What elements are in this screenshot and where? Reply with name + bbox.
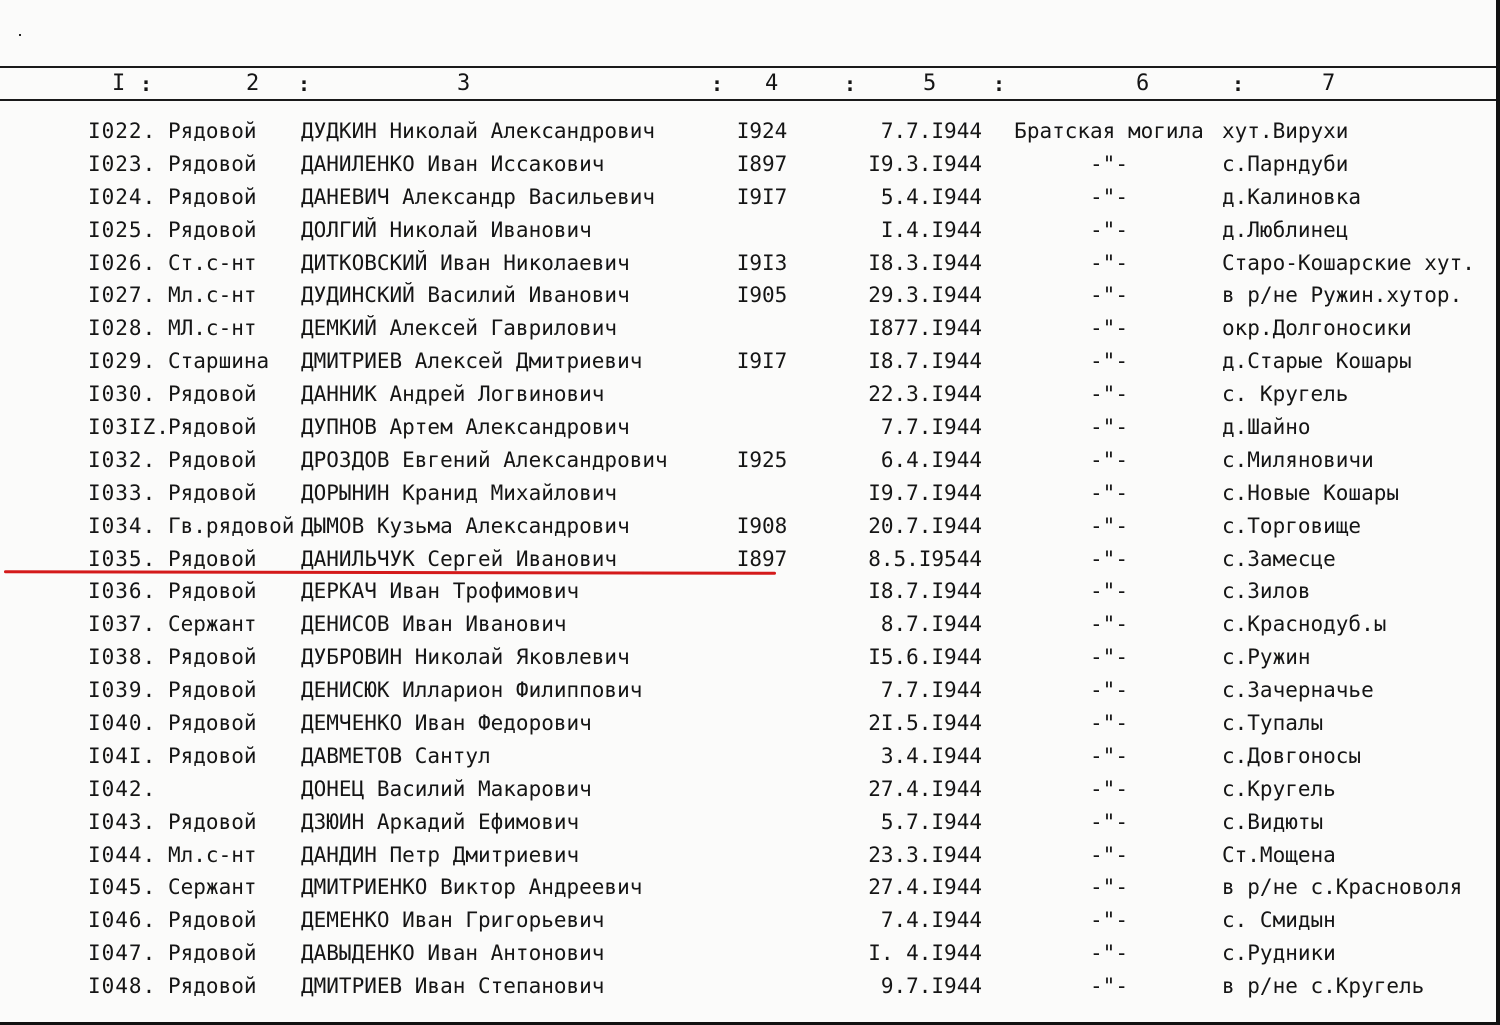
record-death-date: 7.7.I944 [880, 119, 982, 143]
record-birth-year: I9I7 [736, 349, 788, 374]
record-number: I033. [88, 480, 157, 505]
table-row [0, 675, 1500, 708]
record-number: I022. [88, 119, 157, 143]
record-number: I025. [88, 217, 157, 242]
record-place: Ст.Мощена [1222, 842, 1336, 867]
col-header-2: 2 [246, 71, 260, 96]
record-death-date: I9.3.I944 [868, 151, 982, 176]
record-number: I026. [88, 250, 157, 275]
table-row [0, 248, 1500, 281]
record-place: с.Довгоносы [1222, 743, 1362, 768]
table-row [0, 511, 1500, 544]
record-number: I043. [88, 809, 157, 834]
record-number: I039. [88, 678, 157, 703]
col-header-1: I [112, 71, 126, 96]
table-row [0, 116, 1500, 149]
table-row [0, 840, 1500, 873]
record-place: с.Кругель [1222, 776, 1336, 801]
record-number: I023. [88, 151, 157, 176]
col-header-3: 3 [457, 71, 471, 96]
table-row [0, 478, 1500, 511]
record-death-date: 20.7.I944 [868, 513, 982, 538]
record-name: ДЗЮИН Аркадий Ефимович [301, 809, 580, 834]
record-name: ДАВЫДЕНКО Иван Антонович [301, 941, 605, 966]
record-number: I048. [88, 974, 157, 999]
record-number: I028. [88, 316, 157, 341]
record-death-date: I8.3.I944 [868, 250, 982, 275]
record-name: ДИТКОВСКИЙ Иван Николаевич [301, 250, 630, 275]
record-burial: -"- [1090, 151, 1128, 176]
record-name: ДЕМКИЙ Алексей Гаврилович [301, 316, 618, 341]
record-rank: Мл.с-нт [168, 842, 257, 867]
record-name: ДОЛГИЙ Николай Иванович [301, 217, 592, 242]
record-number: I034. [88, 513, 157, 538]
record-rank: Рядовой [168, 415, 257, 440]
table-row [0, 346, 1500, 379]
record-death-date: 9.7.I944 [880, 974, 982, 999]
table-row [0, 741, 1500, 774]
record-burial: -"- [1090, 612, 1128, 637]
record-rank: Рядовой [168, 151, 257, 176]
table-row [0, 905, 1500, 938]
record-place: с.Новые Кошары [1222, 480, 1400, 505]
record-place: в р/не Ружин.хутор. [1222, 283, 1463, 308]
record-name: ДРОЗДОВ Евгений Александрович [301, 447, 668, 472]
record-birth-year: I9I3 [736, 250, 788, 275]
record-place: с.Зилов [1222, 579, 1311, 604]
record-name: ДОРЫНИН Кранид Михайлович [301, 480, 618, 505]
col-separator: : [140, 72, 153, 96]
table-row [0, 215, 1500, 248]
record-number: I04I. [88, 743, 157, 768]
record-death-date: 2I.5.I944 [868, 711, 982, 736]
record-place: с.Миляновичи [1222, 447, 1374, 472]
record-number: I03IZ. [88, 415, 170, 440]
record-death-date: 7.7.I944 [880, 678, 982, 703]
record-place: д.Шайно [1222, 415, 1311, 440]
record-place: с.Замесце [1222, 546, 1336, 571]
record-death-date: 23.3.I944 [868, 842, 982, 867]
record-burial: -"- [1090, 579, 1128, 604]
record-rank: Рядовой [168, 447, 257, 472]
record-name: ДЕМЧЕНКО Иван Федорович [301, 711, 592, 736]
record-death-date: 8.5.I9544 [868, 546, 982, 571]
record-death-date: 7.7.I944 [880, 415, 982, 440]
record-burial: -"- [1090, 974, 1128, 999]
record-name: ДМИТРИЕВ Иван Степанович [301, 974, 605, 999]
record-name: ДЫМОВ Кузьма Александрович [301, 513, 630, 538]
col-separator: : [844, 72, 857, 96]
record-burial: -"- [1090, 546, 1128, 571]
record-death-date: I9.7.I944 [868, 480, 982, 505]
header-rule-bottom [0, 99, 1496, 101]
record-name: ДУПНОВ Артем Александрович [301, 415, 630, 440]
record-place: с.Торговище [1222, 513, 1362, 538]
record-rank: Мл.с-нт [168, 283, 257, 308]
record-place: д.Калиновка [1222, 184, 1362, 209]
record-burial: -"- [1090, 480, 1128, 505]
record-place: д.Старые Кошары [1222, 349, 1412, 374]
record-burial: Братская могила [1014, 119, 1204, 143]
record-rank: Рядовой [168, 645, 257, 670]
record-burial: -"- [1090, 283, 1128, 308]
record-name: ДАНЕВИЧ Александр Васильевич [301, 184, 656, 209]
record-burial: -"- [1090, 908, 1128, 933]
col-separator: : [711, 72, 724, 96]
record-place: с.Парндуби [1222, 151, 1349, 176]
record-death-date: I877.I944 [868, 316, 982, 341]
record-place: в р/не с.Красноволя [1222, 875, 1463, 900]
record-name: ДАНИЛЕНКО Иван Иссакович [301, 151, 605, 176]
record-place: с.Рудники [1222, 941, 1336, 966]
record-birth-year: I897 [736, 151, 788, 176]
record-death-date: I.4.I944 [880, 217, 982, 242]
record-name: ДМИТРИЕНКО Виктор Андреевич [301, 875, 643, 900]
record-name: ДЕНИСОВ Иван Иванович [301, 612, 567, 637]
record-rank: МЛ.с-нт [168, 316, 257, 341]
record-name: ДАННИК Андрей Логвинович [301, 382, 605, 407]
record-rank: Рядовой [168, 382, 257, 407]
record-burial: -"- [1090, 382, 1128, 407]
record-name: ДЕНИСЮК Илларион Филиппович [301, 678, 643, 703]
record-birth-year: I925 [736, 447, 788, 472]
record-death-date: I5.6.I944 [868, 645, 982, 670]
table-row [0, 609, 1500, 642]
record-name: ДАНИЛЬЧУК Сергей Иванович [301, 546, 618, 571]
record-death-date: 6.4.I944 [880, 447, 982, 472]
table-row [0, 774, 1500, 807]
record-number: I047. [88, 941, 157, 966]
record-rank: Рядовой [168, 908, 257, 933]
record-rank: Сержант [168, 612, 257, 637]
record-burial: -"- [1090, 842, 1128, 867]
col-separator: : [298, 72, 311, 96]
table-row [0, 379, 1500, 412]
record-name: ДУБРОВИН Николай Яковлевич [301, 645, 630, 670]
record-death-date: 27.4.I944 [868, 776, 982, 801]
record-birth-year: I897 [736, 546, 788, 571]
record-rank: Рядовой [168, 941, 257, 966]
record-place: с.Краснодуб.ы [1222, 612, 1387, 637]
record-death-date: 5.7.I944 [880, 809, 982, 834]
record-rank: Ст.с-нт [168, 250, 257, 275]
record-burial: -"- [1090, 776, 1128, 801]
record-rank: Рядовой [168, 119, 257, 143]
record-burial: -"- [1090, 415, 1128, 440]
record-death-date: 27.4.I944 [868, 875, 982, 900]
table-row [0, 412, 1500, 445]
table-row [0, 445, 1500, 478]
record-rank: Рядовой [168, 711, 257, 736]
record-name: ДМИТРИЕВ Алексей Дмитриевич [301, 349, 643, 374]
record-burial: -"- [1090, 250, 1128, 275]
record-rank: Рядовой [168, 579, 257, 604]
record-place: с.Видюты [1222, 809, 1324, 834]
record-number: I035. [88, 546, 157, 571]
record-burial: -"- [1090, 349, 1128, 374]
record-death-date: 29.3.I944 [868, 283, 982, 308]
record-burial: -"- [1090, 809, 1128, 834]
record-name: ДАВМЕТОВ Сантул [301, 743, 491, 768]
record-place: д.Люблинец [1222, 217, 1349, 242]
record-rank: Рядовой [168, 184, 257, 209]
record-rank: Гв.рядовой [168, 513, 295, 538]
table-row [0, 642, 1500, 675]
record-rank: Рядовой [168, 974, 257, 999]
record-place: с.Ружин [1222, 645, 1311, 670]
record-number: I045. [88, 875, 157, 900]
record-death-date: 22.3.I944 [868, 382, 982, 407]
record-place: с. Кругель [1222, 382, 1349, 407]
col-header-7: 7 [1322, 71, 1336, 96]
table-row [0, 872, 1500, 905]
record-number: I046. [88, 908, 157, 933]
record-number: I040. [88, 711, 157, 736]
table-row [0, 149, 1500, 182]
col-header-6: 6 [1136, 71, 1150, 96]
record-number: I024. [88, 184, 157, 209]
table-row [0, 938, 1500, 971]
col-header-4: 4 [765, 71, 779, 96]
record-number: I027. [88, 283, 157, 308]
table-row [0, 576, 1500, 609]
record-burial: -"- [1090, 678, 1128, 703]
record-name: ДУДИНСКИЙ Василий Иванович [301, 283, 630, 308]
record-place: Старо-Кошарские хут. [1222, 250, 1475, 275]
record-rank: Старшина [168, 349, 270, 374]
record-name: ДАНДИН Петр Дмитриевич [301, 842, 580, 867]
record-place: в р/не с.Кругель [1222, 974, 1425, 999]
record-burial: -"- [1090, 875, 1128, 900]
record-burial: -"- [1090, 447, 1128, 472]
record-burial: -"- [1090, 217, 1128, 242]
record-name: ДЕРКАЧ Иван Трофимович [301, 579, 580, 604]
record-birth-year: I905 [736, 283, 788, 308]
record-burial: -"- [1090, 711, 1128, 736]
col-separator: : [1232, 72, 1245, 96]
scan-speck [19, 34, 21, 36]
record-number: I030. [88, 382, 157, 407]
header-rule-top [0, 66, 1496, 68]
record-rank: Рядовой [168, 546, 257, 571]
record-death-date: 8.7.I944 [880, 612, 982, 637]
record-burial: -"- [1090, 645, 1128, 670]
record-number: I036. [88, 579, 157, 604]
record-death-date: 5.4.I944 [880, 184, 982, 209]
record-rank: Рядовой [168, 678, 257, 703]
table-row [0, 182, 1500, 215]
col-separator: : [993, 72, 1006, 96]
table-row [0, 313, 1500, 346]
record-burial: -"- [1090, 941, 1128, 966]
record-number: I038. [88, 645, 157, 670]
record-birth-year: I908 [736, 513, 788, 538]
record-name: ДЕМЕНКО Иван Григорьевич [301, 908, 605, 933]
record-place: окр.Долгоносики [1222, 316, 1412, 341]
record-burial: -"- [1090, 743, 1128, 768]
record-birth-year: I9I7 [736, 184, 788, 209]
table-row [0, 280, 1500, 313]
record-number: I032. [88, 447, 157, 472]
record-burial: -"- [1090, 316, 1128, 341]
record-name: ДОНЕЦ Василий Макарович [301, 776, 592, 801]
record-number: I044. [88, 842, 157, 867]
col-header-5: 5 [923, 71, 937, 96]
record-death-date: I8.7.I944 [868, 579, 982, 604]
record-place: с.Зачерначье [1222, 678, 1374, 703]
record-death-date: I. 4.I944 [868, 941, 982, 966]
record-rank: Рядовой [168, 217, 257, 242]
record-burial: -"- [1090, 184, 1128, 209]
table-row [0, 708, 1500, 741]
table-row [0, 971, 1500, 1004]
record-death-date: I8.7.I944 [868, 349, 982, 374]
records-table [0, 116, 1500, 1004]
record-place: хут.Вирухи [1222, 119, 1349, 143]
record-number: I042. [88, 776, 157, 801]
record-place: с.Тупалы [1222, 711, 1324, 736]
record-number: I037. [88, 612, 157, 637]
record-rank: Рядовой [168, 809, 257, 834]
record-birth-year: I924 [736, 119, 788, 143]
record-rank: Рядовой [168, 743, 257, 768]
record-number: I029. [88, 349, 157, 374]
record-burial: -"- [1090, 513, 1128, 538]
table-row [0, 807, 1500, 840]
record-rank: Рядовой [168, 480, 257, 505]
record-name: ДУДКИН Николай Александрович [301, 119, 656, 143]
record-rank: Сержант [168, 875, 257, 900]
record-place: с. Смидын [1222, 908, 1336, 933]
record-death-date: 7.4.I944 [880, 908, 982, 933]
record-death-date: 3.4.I944 [880, 743, 982, 768]
